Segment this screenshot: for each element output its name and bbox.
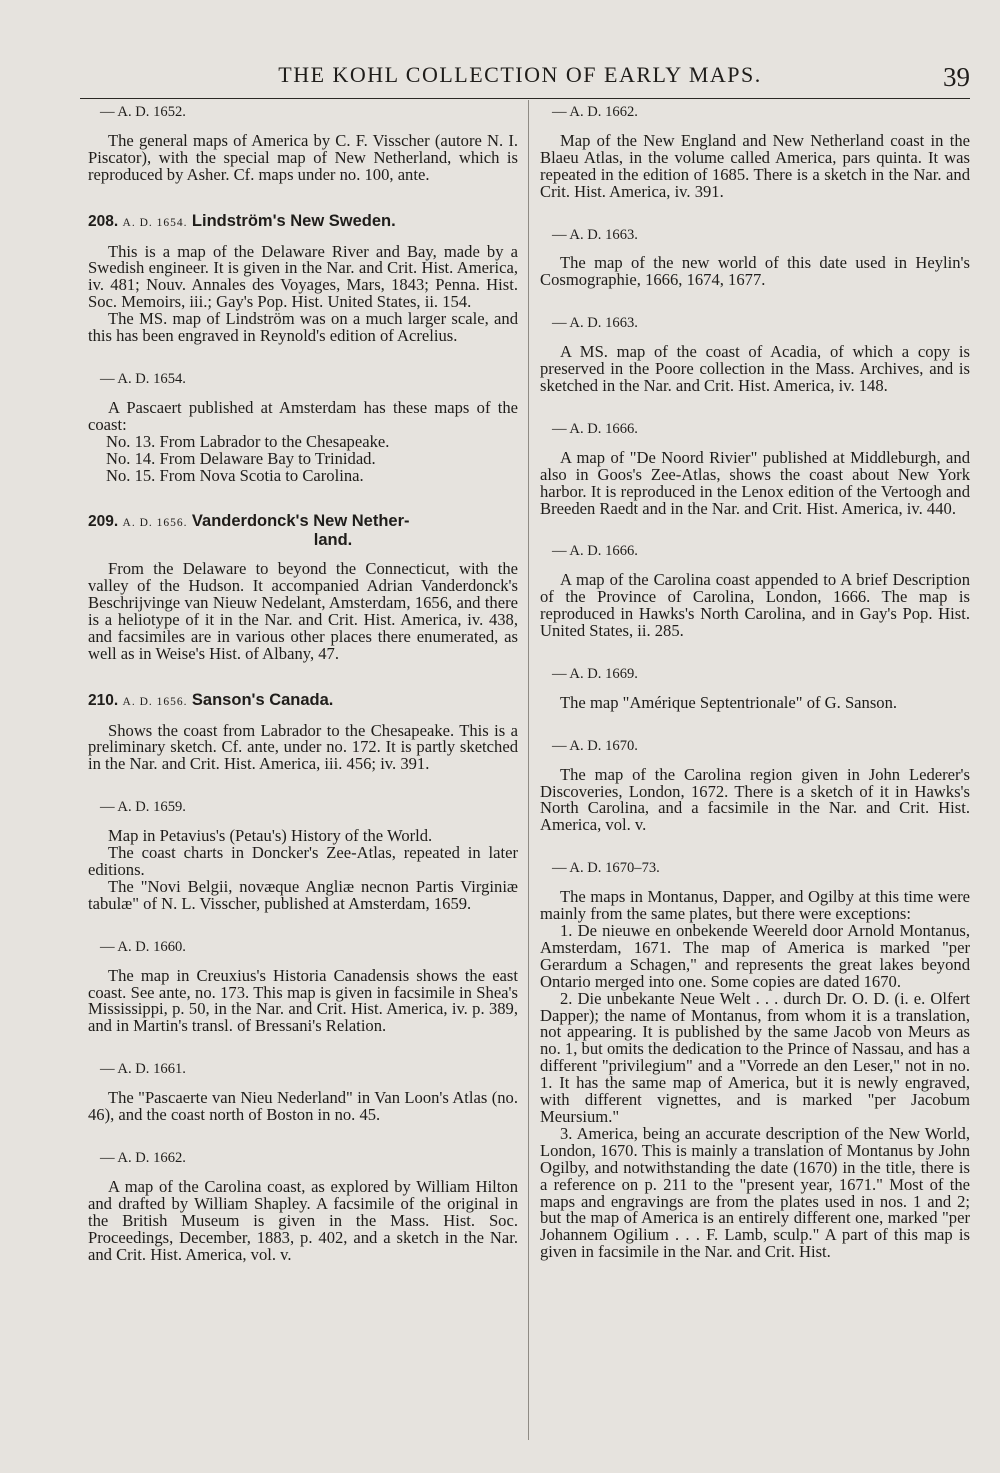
entry-paragraph: The MS. map of Lindström was on a much larger scale, and this has been engraved in Reynold's edition of Acrelius. [88, 309, 518, 346]
map-list-item: No. 14. From Delaware Bay to Trinidad. [106, 448, 376, 468]
entry-date-heading: — A. D. 1670. [552, 737, 638, 754]
entry-date-heading: — A. D. 1659. [100, 799, 186, 816]
entry-paragraph: 3. America, being an accurate description of the New World, London, 1670. This is mainly a translation of Montanus by John Ogilby, and notwithstanding the date (1670) in the title, there is a reference on p. 211 to the "present year, 1671." Most of the maps and engravings are from the plates used in nos. 1 and 2; but the map of America is an entirely different one, marked "per Johannem Ogilium . . . F. Lamb, sculp." A part of this map is given in facsimile in the Nar. and Crit. Hist. [540, 1123, 970, 1262]
entry-paragraph: Map in Petavius's (Petau's) History of the World. [108, 826, 433, 846]
entry-title-continued: land. [313, 531, 353, 550]
entry-paragraph: A Pascaert published at Amsterdam has these maps of the coast: [88, 397, 518, 434]
entry-date-heading: — A. D. 1669. [552, 665, 638, 682]
entry-date-heading: — A. D. 1662. [100, 1149, 186, 1166]
map-list-item: No. 13. From Labrador to the Chesapeake. [106, 431, 390, 451]
entry-paragraph: 1. De nieuwe en onbekende Weereld door Arnold Montanus, Amsterdam, 1671. The map of America is marked "per Gerardum a Schagen," and represents the great lakes beyond Ontario merged into one. Some copies are dated 1670. [540, 921, 970, 991]
entry-paragraph: The map in Creuxius's Historia Canadensis shows the east coast. See ante, no. 173. This map is given in facsimile in Shea's Mississippi, p. 50, in the Nar. and Crit. Hist. America, iv. p. 389, and in Martin's transl. of Bressani's Relation. [88, 965, 518, 1036]
entry-paragraph: The "Novi Belgii, novæque Angliæ necnon Partis Virginiæ tabulæ" of N. L. Visscher, published at Amsterdam, 1659. [88, 876, 518, 913]
entry-date-heading: — A. D. 1652. [100, 104, 186, 120]
running-head [0, 56, 1000, 96]
entry-date-heading: — A. D. 1666. [552, 420, 638, 437]
numbered-entry-heading [88, 691, 518, 711]
entry-title: Lindström's New Sweden. [191, 211, 396, 230]
entry-paragraph: A map of the Carolina coast appended to A brief Description of the Province of Carolina, London, 1666. The map is reproduced in Hawks's North Carolina, and in Gay's Pop. Hist. United States, ii. 285. [540, 570, 970, 641]
running-title: THE KOHL COLLECTION OF EARLY MAPS. [278, 62, 762, 87]
entry-number: 208. [88, 212, 119, 230]
entry-title: Vanderdonck's New Nether- [191, 512, 410, 531]
numbered-entry-heading [88, 512, 518, 549]
right-column [540, 104, 970, 1261]
entry-paragraph: The "Pascaerte van Nieu Nederland" in Van Loon's Atlas (no. 46), and the coast north of Boston in no. 45. [88, 1088, 518, 1125]
entry-paragraph: Map of the New England and New Netherland coast in the Blaeu Atlas, in the volume called America, pars quinta. It was repeated in the edition of 1685. There is a sketch in the Nar. and Crit. Hist. America, iv. 391. [540, 130, 970, 201]
entry-date-heading: — A. D. 1654. [100, 370, 186, 387]
entry-paragraph: Shows the coast from Labrador to the Chesapeake. This is a preliminary sketch. Cf. ante, under no. 172. It is partly sketched in the Nar. and Crit. Hist. America, iii. 456; iv. 391. [88, 720, 518, 774]
entry-paragraph: The maps in Montanus, Dapper, and Ogilby at this time were mainly from the same plates, but there were exceptions: [540, 887, 970, 924]
map-list-item: No. 15. From Nova Scotia to Carolina. [106, 465, 364, 485]
numbered-entry-heading [88, 212, 518, 232]
entry-paragraph: 2. Die unbekante Neue Welt . . . durch Dr. O. D. (i. e. Olfert Dapper); the name of Montanus, from whom it is a translation, not appearing. It is published by the same Jacob von Meurs as no. 1, but omits the dedication to the Prince of Nassau, and has a different "privilegium" and a "Vorrede an den Leser," not in no. 1. It has the same map of America, but it is newly engraved, with different vignettes, and is marked "per Jacobum Meursium." [540, 988, 970, 1126]
entry-paragraph: This is a map of the Delaware River and Bay, made by a Swedish engineer. It is given in the Nar. and Crit. Hist. America, iv. 481; Nouv. Annales des Voyages, Mars, 1843; Penna. Hist. Soc. Memoirs, iii.; Gay's Pop. Hist. United States, ii. 154. [88, 241, 518, 312]
entry-date-heading: — A. D. 1662. [552, 104, 638, 120]
entry-number: 209. [88, 513, 119, 531]
entry-date-heading: — A. D. 1670–73. [552, 860, 660, 877]
entry-number: 210. [88, 691, 119, 709]
entry-date: A. D. 1656. [122, 695, 188, 708]
entry-date-heading: — A. D. 1666. [552, 543, 638, 560]
entry-paragraph: From the Delaware to beyond the Connecticut, with the valley of the Hudson. It accompanied Adrian Vanderdonck's Beschrijvinge van Nieuw Nedelant, Amsterdam, 1656, and there is a heliotype of it in the Nar. and Crit. Hist. America, iv. 438, and facsimiles are in various other places there enumerated, as well as in Weise's Hist. of Albany, 47. [88, 559, 518, 663]
column-divider [528, 100, 529, 1440]
entry-paragraph: A map of the Carolina coast, as explored by William Hilton and drafted by William Shapley. A facsimile of the original in the British Museum is given in the Mass. Hist. Soc. Proceedings, December, 1883, p. 402, and a sketch in the Nar. and Crit. Hist. America, vol. v. [88, 1176, 518, 1264]
left-column [88, 104, 518, 1263]
header-rule [80, 98, 970, 99]
entry-title: Sanson's Canada. [191, 690, 334, 709]
entry-date-heading: — A. D. 1660. [100, 938, 186, 955]
entry-date-heading: — A. D. 1663. [552, 315, 638, 332]
entry-date: A. D. 1654. [122, 216, 188, 229]
entry-date: A. D. 1656. [122, 517, 188, 530]
entry-paragraph: The general maps of America by C. F. Visscher (autore N. I. Piscator), with the special map of New Netherland, which is reproduced by Asher. Cf. maps under no. 100, ante. [88, 130, 518, 184]
entry-paragraph: The map of the new world of this date used in Heylin's Cosmographie, 1666, 1674, 1677. [540, 253, 970, 290]
entry-date-heading: — A. D. 1663. [552, 226, 638, 243]
entry-paragraph: The coast charts in Doncker's Zee-Atlas, repeated in later editions. [88, 843, 518, 879]
entry-paragraph: The map of the Carolina region given in John Lederer's Discoveries, London, 1672. There is a sketch of it in Hawks's North Carolina, and a facsimile in the Nar. and Crit. Hist. America, vol. v. [540, 764, 970, 835]
entry-paragraph: The map "Amérique Septentrionale" of G. Sanson. [560, 692, 898, 712]
entry-paragraph: A map of "De Noord Rivier" published at Middleburgh, and also in Goos's Zee-Atlas, shows the coast about New York harbor. It is reproduced in the Lenox edition of the Vertoogh and Breeden Raedt and in the Nar. and Crit. Hist. America, iv. 440. [540, 447, 970, 518]
entry-date-heading: — A. D. 1661. [100, 1061, 186, 1078]
page-number: 39 [943, 62, 970, 92]
entry-paragraph: A MS. map of the coast of Acadia, of which a copy is preserved in the Poore collection in the Mass. Archives, and is sketched in the Nar. and Crit. Hist. America, iv. 148. [540, 342, 970, 395]
